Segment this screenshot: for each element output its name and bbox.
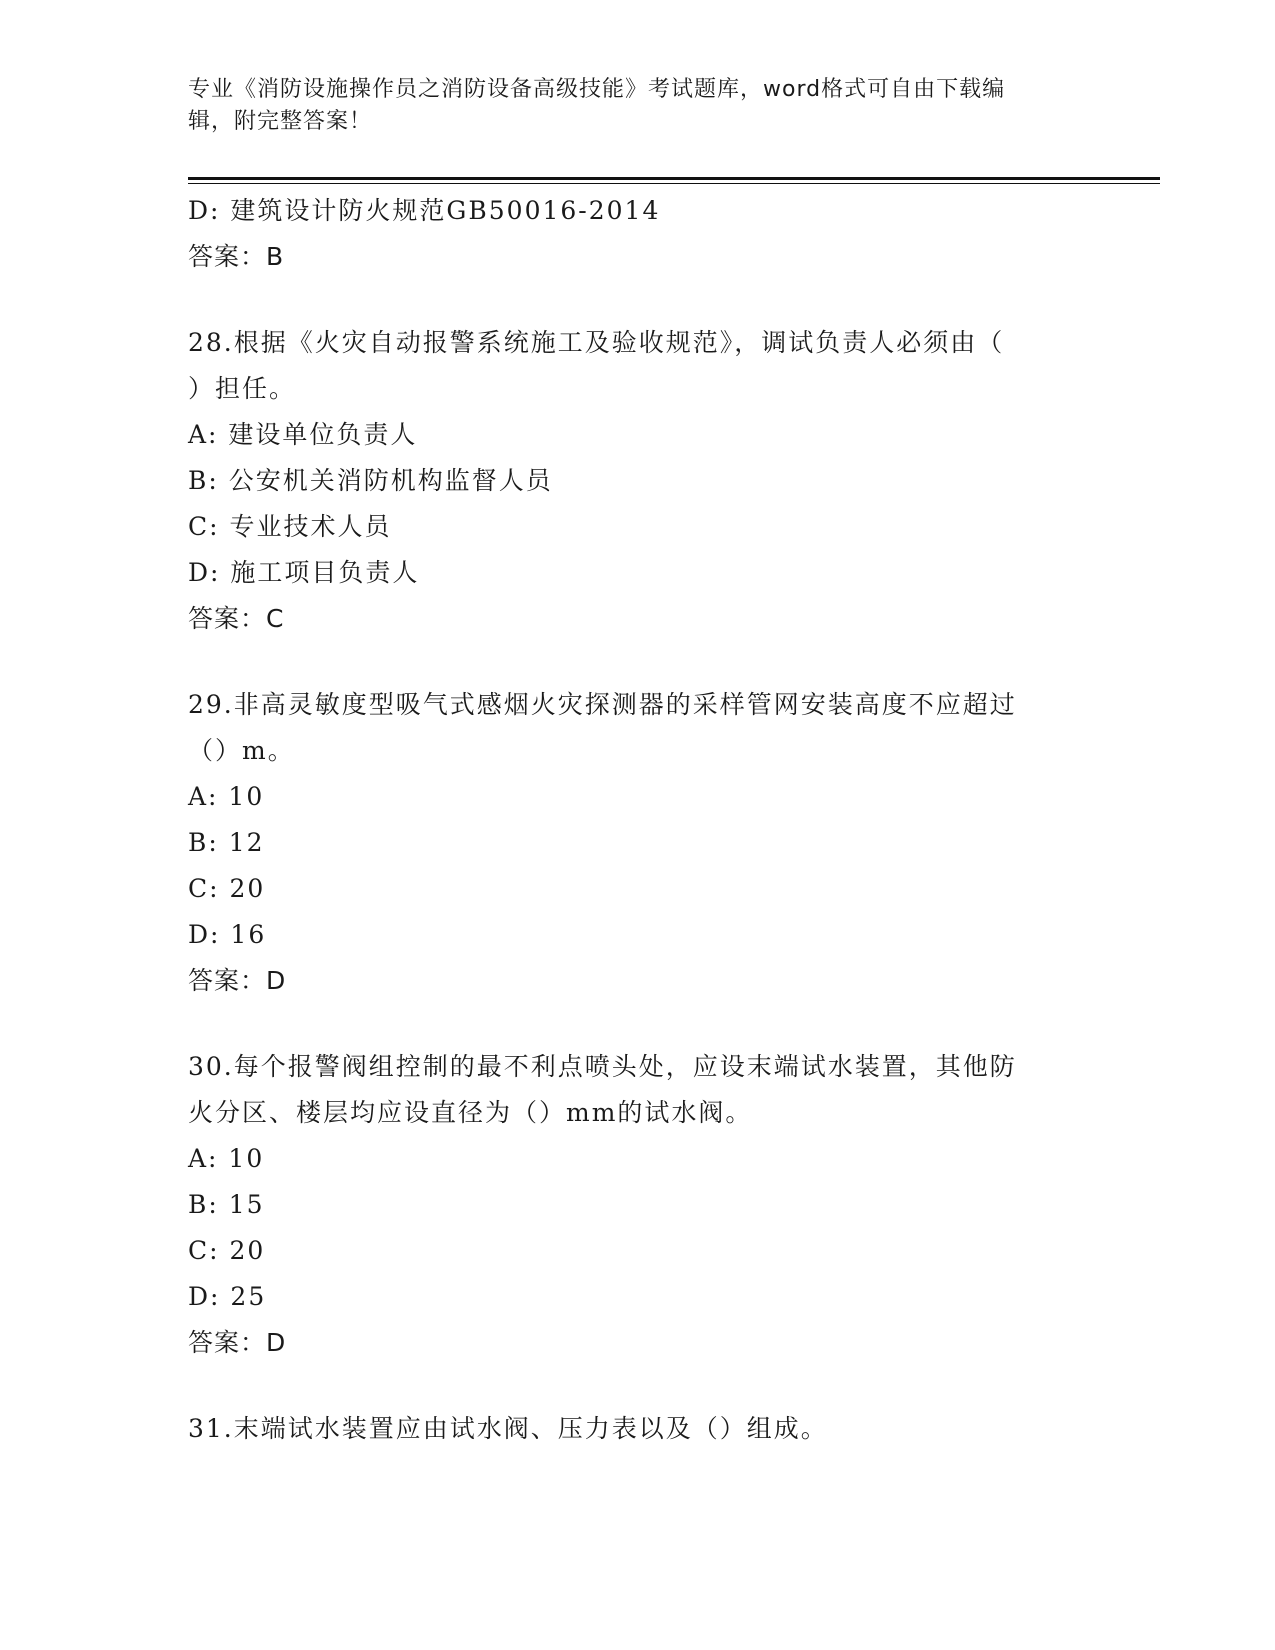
option-c: C: 20	[188, 1236, 266, 1265]
document-header	[188, 74, 1068, 138]
answer-line: 答案：D	[188, 966, 287, 995]
question-text-line-2: ）担任。	[188, 374, 297, 403]
header-rule-thick	[188, 177, 1160, 180]
question-28	[188, 320, 1088, 642]
option-c: C: 20	[188, 874, 266, 903]
question-text	[188, 682, 1068, 774]
question-list	[188, 188, 1088, 1452]
option-b: B: 公安机关消防机构监督人员	[188, 466, 553, 495]
question-text	[188, 320, 1068, 412]
option-b: B: 15	[188, 1190, 265, 1219]
carryover-block	[188, 188, 1088, 280]
header-line-1: 专业《消防设施操作员之消防设备高级技能》考试题库，word格式可自由下载编	[188, 77, 1006, 102]
option-d: D: 25	[188, 1282, 267, 1311]
question-31	[188, 1406, 1088, 1452]
question-30	[188, 1044, 1088, 1366]
option-d: D: 施工项目负责人	[188, 558, 420, 587]
question-text	[188, 1044, 1068, 1136]
question-text-line-2: 火分区、楼层均应设直径为（）mm的试水阀。	[188, 1098, 753, 1127]
question-text-line-1: 29.非高灵敏度型吸气式感烟火灾探测器的采样管网安装高度不应超过	[188, 690, 1017, 719]
option-a: A: 10	[188, 1144, 265, 1173]
answer-line: 答案：C	[188, 604, 285, 633]
header-line-2: 辑，附完整答案！	[188, 109, 373, 134]
question-text-line-1: 31.末端试水装置应由试水阀、压力表以及（）组成。	[188, 1414, 828, 1443]
option-b: B: 12	[188, 828, 265, 857]
question-text-line-1: 28.根据《火灾自动报警系统施工及验收规范》，调试负责人必须由（	[188, 328, 1005, 357]
question-text-line-1: 30.每个报警阀组控制的最不利点喷头处，应设末端试水装置，其他防	[188, 1052, 1017, 1081]
option-a: A: 建设单位负责人	[188, 420, 418, 449]
option-d: D: 建筑设计防火规范GB50016-2014	[188, 196, 661, 225]
option-d: D: 16	[188, 920, 267, 949]
option-a: A: 10	[188, 782, 265, 811]
answer-line: 答案：D	[188, 1328, 287, 1357]
question-text-line-2: （）m。	[188, 736, 295, 765]
question-29	[188, 682, 1088, 1004]
question-text	[188, 1406, 1068, 1452]
answer-line: 答案：B	[188, 242, 285, 271]
option-c: C: 专业技术人员	[188, 512, 392, 541]
header-rule-thin	[188, 183, 1160, 184]
